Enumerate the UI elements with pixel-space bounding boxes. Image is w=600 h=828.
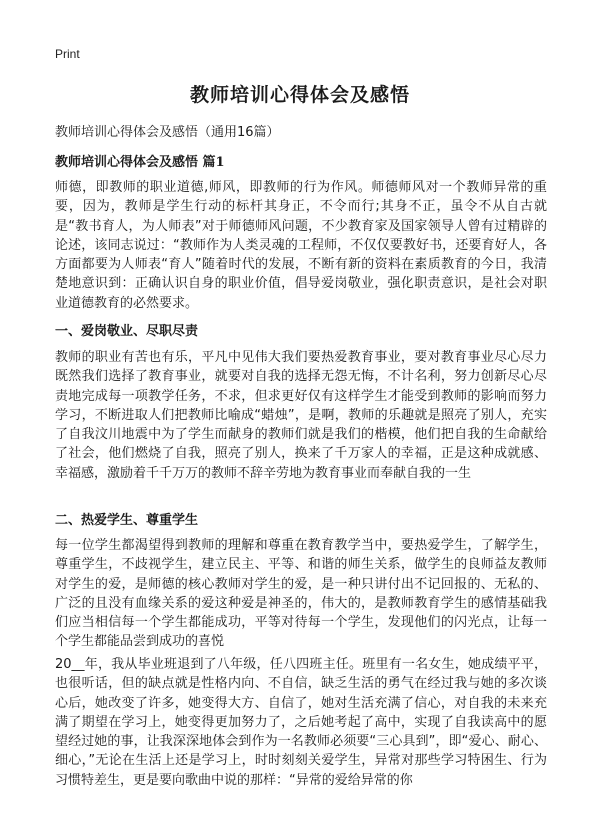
document-subtitle: 教师培训心得体会及感悟（通用16篇） — [55, 125, 280, 140]
paragraph-intro: 师德，即教师的职业道德,师风，即教师的行为作风。师德师风对一个教师异常的重要，因为，教师是学生行动的标杆其身正，不令而行;其身不正，虽令不从自古就是“教书育人，为人师表”对于师德师风问题，不少教育家及国家领导人曾有过精辟的论述，该同志说过：“教师作为人类灵魂的工程师，不仅仅要教好书，还要育好人，各方面都要为人师表“育人”随着时代的发展，不断有新的资料在素质教育的今日，我清楚地意识到：正确认识自身的职业价值，倡导爱岗敬业，强化职责意识，是社会对职业道德教育的必然要求。 — [55, 180, 547, 311]
paragraph-dedication: 教师的职业有苦也有乐，平凡中见伟大我们要热爱教育事业，要对教育事业尽心尽力既然我们选择了教育事业，就要对自我的选择无怨无悔，不计名利，努力创新尽心尽责地完成每一项教学任务，不求，但求更好仅有这样学生才能受到教师的影响而努力学习，不断进取人们把教师比喻成“蜡烛”，是啊，教师的乐趣就是照亮了别人，充实了自我汶川地震中为了学生而献身的教师们就是我们的楷模，他们把自我的生命献给了社会，他们燃烧了自我，照亮了别人，换来了千万家人的幸福，正是这种成就感、幸福感，激励着千千万万的教师不辞辛劳地为教育事业而奉献自我的一生 — [55, 350, 547, 481]
section-heading-dedication: 一、爱岗敬业、尽职尽责 — [55, 324, 199, 339]
print-label: Print — [55, 47, 80, 61]
paragraph-personal-story: 20__年，我从毕业班退到了八年级，任八四班主任。班里有一名女生，她成绩平平，也很听话，但的缺点就是性格内向、不自信，缺乏生活的勇气在经过我与她的多次谈心后，她改变了许多，她变得大方、自信了，她对生活充满了信心，对自我的未来充满了期望在学习上，她变得更加努力了，之后她考起了高中，实现了自我读高中的愿望经过她的事，让我深深地体会到作为一名教师必须要“三心具到”，即“爱心、耐心、细心，”无论在生活上还是学习上，时时刻刻关爱学生，异常对那些学习特困生、行为习惯特差生，更是要向歌曲中说的那样：“异常的爱给异常的你 — [55, 657, 547, 788]
article-title: 教师培训心得体会及感悟 篇1 — [55, 155, 225, 170]
paragraph-respect-students: 每一位学生都渴望得到教师的理解和尊重在教育教学当中，要热爱学生，了解学生，尊重学生，不歧视学生，建立民主、平等、和谐的师生关系，做学生的良师益友教师对学生的爱，是师德的核心教师对学生的爱，是一种只讲付出不记回报的、无私的、广泛的且没有血缘关系的爱这种爱是神圣的，伟大的，是教师教育学生的感情基础我们应当相信每一个学生都能成功，平等对待每一个学生，发现他们的闪光点，让每一个学生都能品尝到成功的喜悦 — [55, 538, 547, 650]
section-heading-respect-students: 二、热爱学生、尊重学生 — [55, 513, 199, 528]
document-title: 教师培训心得体会及感悟 — [189, 84, 410, 106]
